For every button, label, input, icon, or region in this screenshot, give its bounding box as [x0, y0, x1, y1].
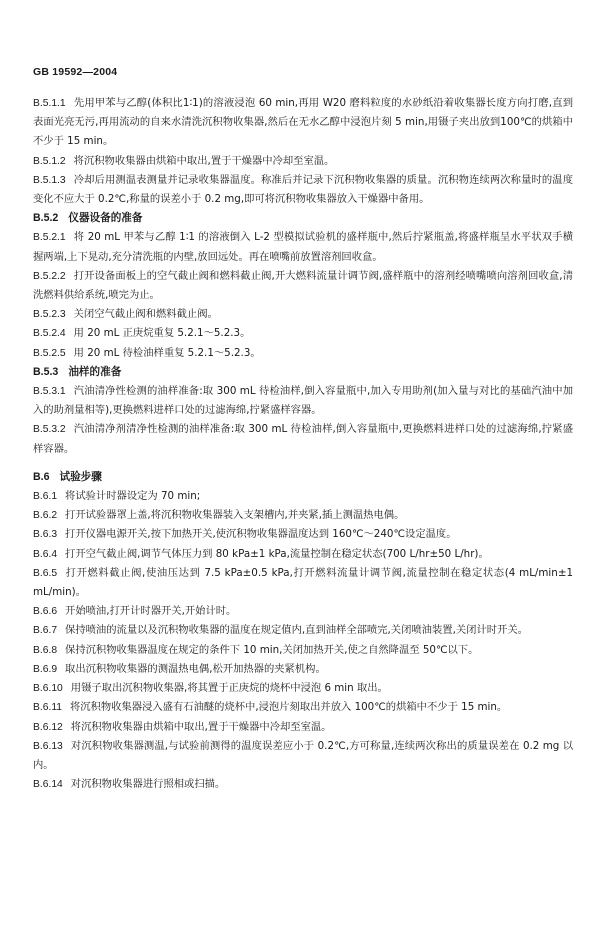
- clause-number: B.6.3: [33, 529, 58, 541]
- clause-paragraph: [33, 641, 573, 660]
- clause-paragraph: [33, 344, 573, 363]
- clause-number: B.5.2.2: [33, 270, 66, 282]
- clause-text: 将沉积物收集器由烘箱中取出,置于干燥器中冷却至室温。: [70, 720, 332, 733]
- clause-paragraph: [33, 525, 573, 544]
- clause-paragraph: [33, 171, 573, 209]
- clause-paragraph: [33, 660, 573, 679]
- clause-number: B.5.1.1: [33, 98, 66, 109]
- heading-text: 仪器设备的准备: [68, 212, 143, 225]
- clause-number: B.6.11: [33, 702, 63, 714]
- clause-text: 对沉积物收集器测温,与试验前测得的温度误差应小于 0.2℃,方可称量,连续两次称出的质量误差在 0.2 mg 以内。: [33, 739, 573, 771]
- clause-number: B.6.10: [33, 683, 63, 695]
- clause-text: 将 20 mL 甲苯与乙醇 1∶1 的溶液倒入 L-2 型模拟试验机的盛样瓶中,然后拧紧瓶盖,将盛样瓶呈水平状双手横握两端,上下晃动,充分清洗瓶的内壁,放回远处。再在喷嘴前放置溶剂回收盒。: [33, 231, 573, 263]
- clause-number: B.6.9: [33, 663, 58, 675]
- clause-paragraph: [33, 564, 573, 602]
- clause-number: B.5.2.4: [33, 328, 66, 340]
- clause-paragraph: [33, 737, 573, 775]
- standard-code: GB 19592—2004: [33, 66, 118, 78]
- clause-paragraph: [33, 698, 573, 717]
- clause-number: B.6.6: [33, 606, 58, 618]
- clause-text: 打开空气截止阀,调节气体压力到 80 kPa±1 kPa,流量控制在稳定状态(700 L/hr±50 L/hr)。: [65, 547, 489, 560]
- clause-text: 将沉积物收集器由烘箱中取出,置于干燥器中冷却至室温。: [73, 154, 335, 167]
- clause-text: 先用甲苯与乙醇(体积比1∶1)的溶液浸泡 60 min,再用 W20 磨料粒度的水砂纸沿着收集器长度方向打磨,直到表面光亮无污,再用流动的自来水清洗沉积物收集器,然后在无水乙醇中浸泡片刻 5 min,用镊子夹出放到100℃的烘箱中不少于 15 min。: [33, 97, 573, 148]
- heading-text: 试验步骤: [59, 470, 102, 483]
- clause-number: B.5.3.2: [33, 424, 66, 436]
- document-body: [33, 94, 573, 794]
- clause-text: 取出沉积物收集器的测温热电偶,松开加热器的夹紧机构。: [65, 662, 326, 675]
- clause-number: B.5.2.5: [33, 347, 66, 359]
- clause-paragraph: [33, 228, 573, 266]
- clause-number: B.6.14: [33, 779, 63, 791]
- clause-number: B.6.1: [33, 491, 58, 503]
- clause-number: B.6.7: [33, 625, 58, 637]
- clause-number: B.6.4: [33, 548, 58, 560]
- clause-paragraph: [33, 305, 573, 324]
- clause-text: 开始喷油,打开计时器开关,开始计时。: [65, 605, 237, 618]
- section-heading: [33, 209, 573, 228]
- clause-number: B.5.2: [33, 212, 59, 225]
- section-heading: [33, 468, 573, 487]
- clause-text: 用镊子取出沉积物收集器,将其置于正庚烷的烧杯中浸泡 6 min 取出。: [70, 682, 388, 695]
- clause-paragraph: [33, 621, 573, 640]
- clause-number: B.5.3.1: [33, 386, 66, 398]
- clause-text: 汽油清净性检测的油样准备:取 300 mL 待检油样,倒入容量瓶中,加入专用助剂(加入量与对比的基础汽油中加入的助剂量相等),更换燃料进样口处的过滤海绵,拧紧盛样容器。: [33, 385, 573, 417]
- clause-text: 将沉积物收集器浸入盛有石油醚的烧杯中,浸泡片刻取出并放入 100℃的烘箱中不少于 15 min。: [70, 701, 508, 714]
- clause-paragraph: [33, 94, 573, 152]
- clause-paragraph: [33, 602, 573, 621]
- section-gap: [33, 459, 573, 468]
- clause-number: B.5.2.3: [33, 309, 66, 321]
- clause-text: 打开仪器电源开关,按下加热开关,使沉积物收集器温度达到 160℃～240℃设定温度。: [65, 528, 457, 541]
- clause-text: 保持喷油的流量以及沉积物收集器的温度在规定值内,直到油样全部喷完,关闭喷油装置,关闭计时开关。: [65, 624, 528, 637]
- clause-paragraph: [33, 775, 573, 794]
- clause-text: 打开燃料截止阀,使油压达到 7.5 kPa±0.5 kPa,打开燃料流量计调节阀,流量控制在稳定状态(4 mL/min±1 mL/min)。: [33, 566, 573, 599]
- clause-text: 将试验计时器设定为 70 min;: [65, 490, 201, 503]
- clause-paragraph: [33, 382, 573, 420]
- clause-number: B.6.5: [33, 567, 58, 579]
- clause-paragraph: [33, 545, 573, 564]
- clause-number: B.5.2.1: [33, 232, 66, 244]
- clause-paragraph: [33, 152, 573, 171]
- clause-number: B.6: [33, 470, 50, 483]
- clause-paragraph: [33, 487, 573, 506]
- clause-number: B.6.12: [33, 721, 63, 733]
- clause-paragraph: [33, 718, 573, 737]
- clause-number: B.5.3: [33, 365, 59, 378]
- clause-paragraph: [33, 506, 573, 525]
- clause-number: B.5.1.2: [33, 155, 66, 167]
- clause-text: 用 20 mL 待检油样重复 5.2.1～5.2.3。: [73, 346, 261, 359]
- clause-number: B.5.1.3: [33, 174, 66, 186]
- clause-number: B.6.8: [33, 644, 58, 656]
- clause-text: 保持沉积物收集器温度在规定的条件下 10 min,关闭加热开关,使之自然降温至 50℃以下。: [65, 643, 479, 656]
- clause-text: 打开设备面板上的空气截止阀和燃料截止阀,开大燃料流量计调节阀,盛样瓶中的溶剂经喷嘴喷向溶剂回收盒,清洗燃料供给系统,喷完为止。: [33, 269, 573, 302]
- clause-paragraph: [33, 679, 573, 698]
- clause-number: B.6.2: [33, 510, 58, 522]
- clause-text: 对沉积物收集器进行照相或扫描。: [70, 778, 226, 791]
- clause-text: 汽油清净剂清净性检测的油样准备:取 300 mL 待检油样,倒入容量瓶中,更换燃料进样口处的过滤海绵,拧紧盛样容器。: [33, 423, 573, 455]
- clause-paragraph: [33, 324, 573, 343]
- clause-text: 用 20 mL 正庚烷重复 5.2.1～5.2.3。: [73, 327, 251, 340]
- clause-number: B.6.13: [33, 740, 63, 752]
- clause-text: 冷却后用测温表测量并记录收集器温度。称准后并记录下沉积物收集器的质量。沉积物连续两次称量时的温度变化不应大于 0.2℃,称量的误差小于 0.2 mg,即可将沉积物收集器放入干燥器中备用。: [33, 173, 573, 206]
- clause-paragraph: [33, 267, 573, 305]
- heading-text: 油样的准备: [68, 365, 122, 378]
- section-heading: [33, 363, 573, 382]
- clause-text: 打开试验器罩上盖,将沉积物收集器装入支架槽内,并夹紧,插上测温热电偶。: [65, 509, 405, 522]
- clause-text: 关闭空气截止阀和燃料截止阀。: [73, 308, 218, 321]
- clause-paragraph: [33, 420, 573, 458]
